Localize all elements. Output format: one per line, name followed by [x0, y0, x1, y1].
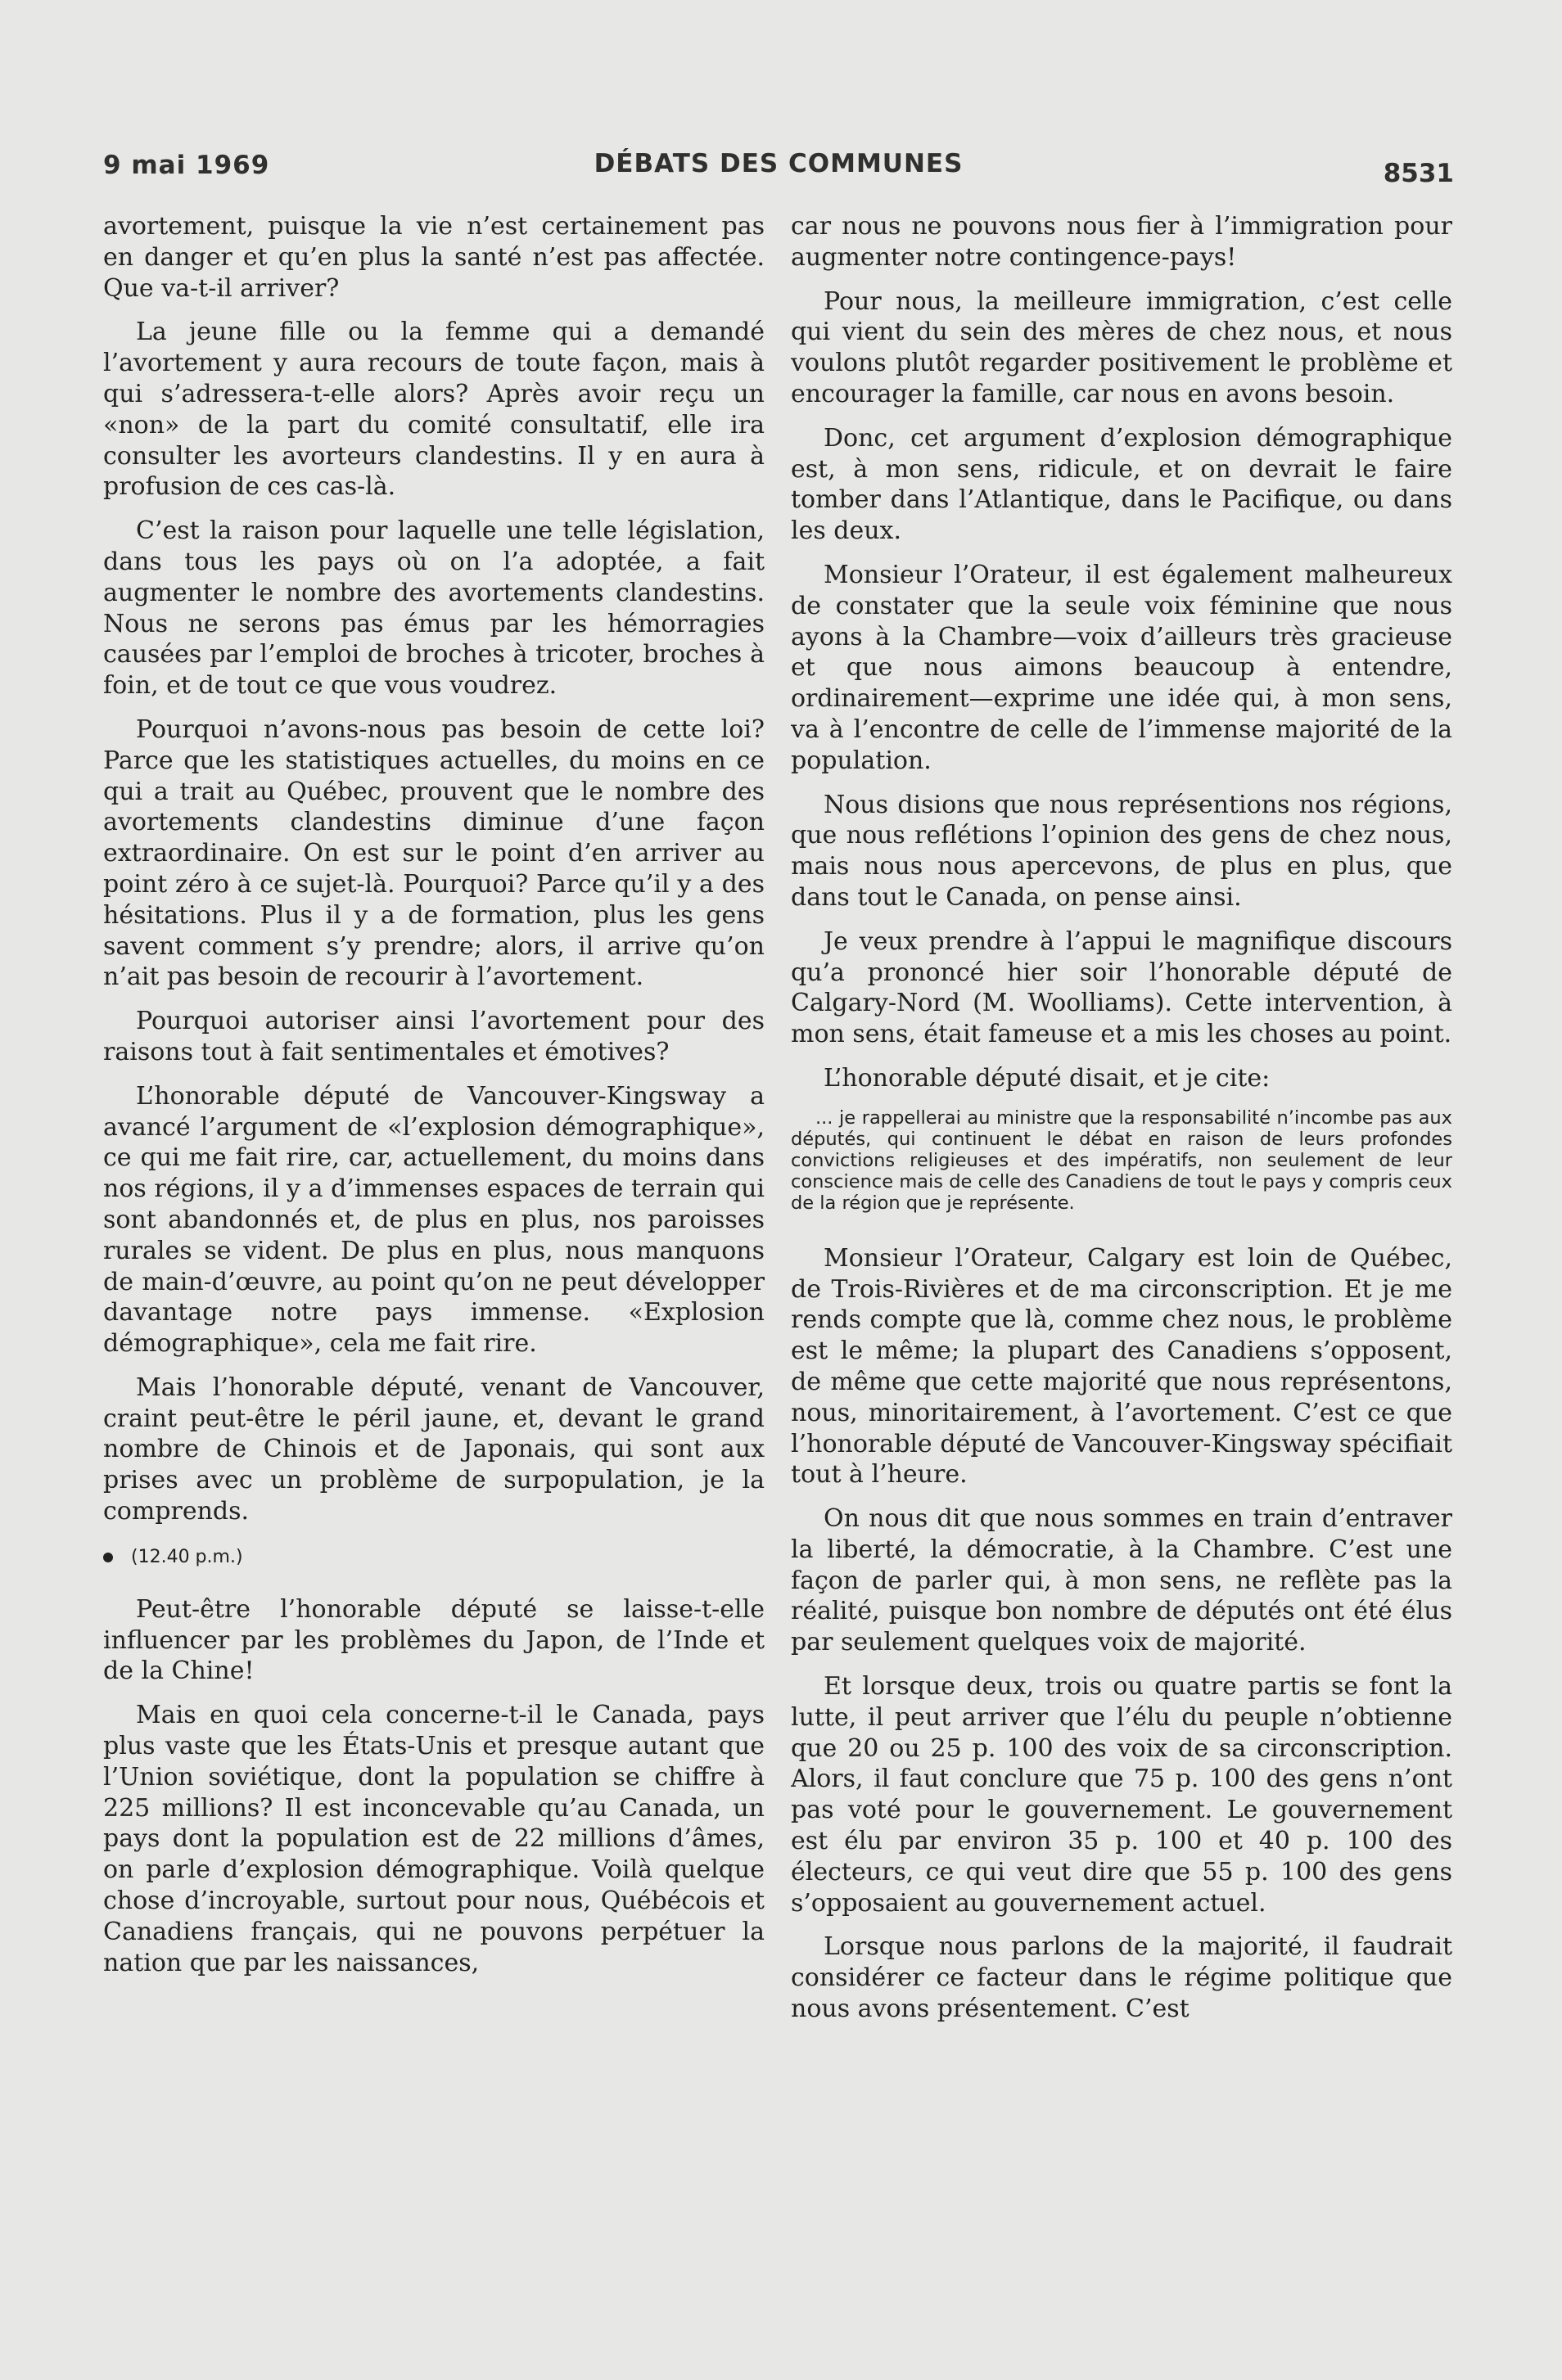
paragraph: Nous disions que nous représentions nos régions, que nous reflétions l’opinion des gens de chez nous, mais nous nous apercevons, de plus en plus, que dans tout le Canada, on pense ainsi. [791, 790, 1452, 912]
right-column [791, 211, 1452, 2233]
paragraph: Monsieur l’Orateur, il est également malheureux de constater que la seule voix féminine que nous ayons à la Chambre—voix d’ailleurs très gracieuse et que nous aimons beaucoup à entendre, ordinairement—exprime une idée qui, à mon sens, va à l’encontre de celle de l’immense majorité de la population. [791, 560, 1452, 775]
header-date: 9 mai 1969 [103, 151, 270, 180]
bullet-icon [103, 1553, 113, 1562]
paragraph: Mais en quoi cela concerne-t-il le Canada, pays plus vaste que les États-Unis et presque autant que l’Union soviétique, dont la population se chiffre à 225 millions? Il est inconcevable qu’au Canada, un pays dont la population est de 22 millions d’âmes, on parle d’explosion démographique. Voilà quelque chose d’incroyable, surtout pour nous, Québécois et Canadiens français, qui ne pouvons perpétuer la nation que par les naissances, [103, 1701, 765, 1977]
page-number: 8531 [1383, 159, 1454, 188]
left-column [103, 211, 765, 2233]
paragraph: L’honorable député disait, et je cite: [824, 1063, 1271, 1093]
time-marker-text: (12.40 p.m.) [131, 1546, 243, 1567]
paragraph: Donc, cet argument d’explosion démographique est, à mon sens, ridicule, et on devrait le faire tomber dans l’Atlantique, dans le Pacifique, ou dans les deux. [791, 423, 1452, 546]
paragraph: Pourquoi autoriser ainsi l’avortement pour des raisons tout à fait sentimentales et émotives? [103, 1007, 765, 1066]
paragraph: Je veux prendre à l’appui le magnifique discours qu’a prononcé hier soir l’honorable député de Calgary-Nord (M. Woolliams). Cette intervention, à mon sens, était fameuse et a mis les choses au point. [791, 926, 1452, 1049]
paragraph: C’est la raison pour laquelle une telle législation, dans tous les pays où on l’a adoptée, a fait augmenter le nombre des avortements clandestins. Nous ne serons pas émus par les hémorragies causées par l’emploi de broches à tricoter, broches à foin, et de tout ce que vous voudrez. [103, 516, 765, 701]
paragraph: Peut-être l’honorable député se laisse-t-elle influencer par les problèmes du Japon, de l’Inde et de la Chine! [103, 1594, 765, 1686]
paragraph: On nous dit que nous sommes en train d’entraver la liberté, la démocratie, à la Chambre. C’est une façon de parler qui, à mon sens, ne reflète pas la réalité, puisque bon nombre de députés ont été élus par seulement quelques voix de majorité. [791, 1504, 1452, 1657]
paragraph: Monsieur l’Orateur, Calgary est loin de Québec, de Trois-Rivières et de ma circonscription. Et je me rends compte que là, comme chez nous, le problème est le même; la plupart des Canadiens s’opposent, de même que cette majorité que nous représentons, nous, minoritairement, à l’avortement. C’est ce que l’honorable député de Vancouver-Kingsway spécifiait tout à l’heure. [791, 1243, 1452, 1490]
paragraph: Pour nous, la meilleure immigration, c’est celle qui vient du sein des mères de chez nous, et nous voulons plutôt regarder positivement le problème et encourager la famille, car nous en avons besoin. [791, 286, 1452, 408]
paragraph: Lorsque nous parlons de la majorité, il faudrait considérer ce facteur dans le régime politique que nous avons présentement. C’est [791, 1932, 1452, 2024]
paragraph: Et lorsque deux, trois ou quatre partis se font la lutte, il peut arriver que l’élu du peuple n’obtienne que 20 ou 25 p. 100 des voix de sa circonscription. Alors, il faut conclure que 75 p. 100 des gens n’ont pas voté pour le gouvernement. Le gouvernement est élu par environ 35 p. 100 et 40 p. 100 des électeurs, ce qui veut dire que 55 p. 100 des gens s’opposaient au gouvernement actuel. [791, 1672, 1452, 1918]
time-marker [103, 1545, 765, 1570]
paragraph: La jeune fille ou la femme qui a demandé l’avortement y aura recours de toute façon, mais à qui s’adressera-t-elle alors? Après avoir reçu un «non» de la part du comité consultatif, elle ira consulter les avorteurs clandestins. Il y en aura à profusion de ces cas-là. [103, 318, 765, 502]
paragraph: avortement, puisque la vie n’est certainement pas en danger et qu’en plus la santé n’est pas affectée. Que va-t-il arriver? [103, 212, 765, 303]
running-head [103, 146, 1454, 187]
paragraph: Pourquoi n’avons-nous pas besoin de cette loi? Parce que les statistiques actuelles, du moins en ce qui a trait au Québec, prouvent que le nombre des avortements clandestins diminue d’une façon extraordinaire. On est sur le point d’en arriver au point zéro à ce sujet-là. Pourquoi? Parce qu’il y a des hésitations. Plus il y a de formation, plus les gens savent comment s’y prendre; alors, il arrive qu’on n’ait pas besoin de recourir à l’avortement. [103, 714, 765, 992]
header-title: DÉBATS DES COMMUNES [594, 149, 964, 178]
paragraph: L’honorable député de Vancouver-Kingsway a avancé l’argument de «l’explosion démographique», ce qui me fait rire, car, actuellement, du moins dans nos régions, il y a d’immenses espaces de terrain qui sont abandonnés et, de plus en plus, nos paroisses rurales se vident. De plus en plus, nous manquons de main-d’œuvre, au point qu’on ne peut développer davantage notre pays immense. «Explosion démographique», cela me fait rire. [103, 1081, 765, 1359]
paragraph: car nous ne pouvons nous fier à l’immigration pour augmenter notre contingence-pays! [791, 212, 1452, 272]
block-quote: ... je rappellerai au ministre que la responsabilité n’incombe pas aux députés, qui continuent le débat en raison de leurs profondes convictions religieuses et des impératifs, non seulement de leur conscience mais de celle des Canadiens de tout le pays y compris ceux de la région que je représente. [791, 1107, 1452, 1214]
paragraph: Mais l’honorable député, venant de Vancouver, craint peut-être le péril jaune, et, devant le grand nombre de Chinois et de Japonais, qui sont aux prises avec un problème de surpopulation, je la comprends. [103, 1373, 765, 1526]
